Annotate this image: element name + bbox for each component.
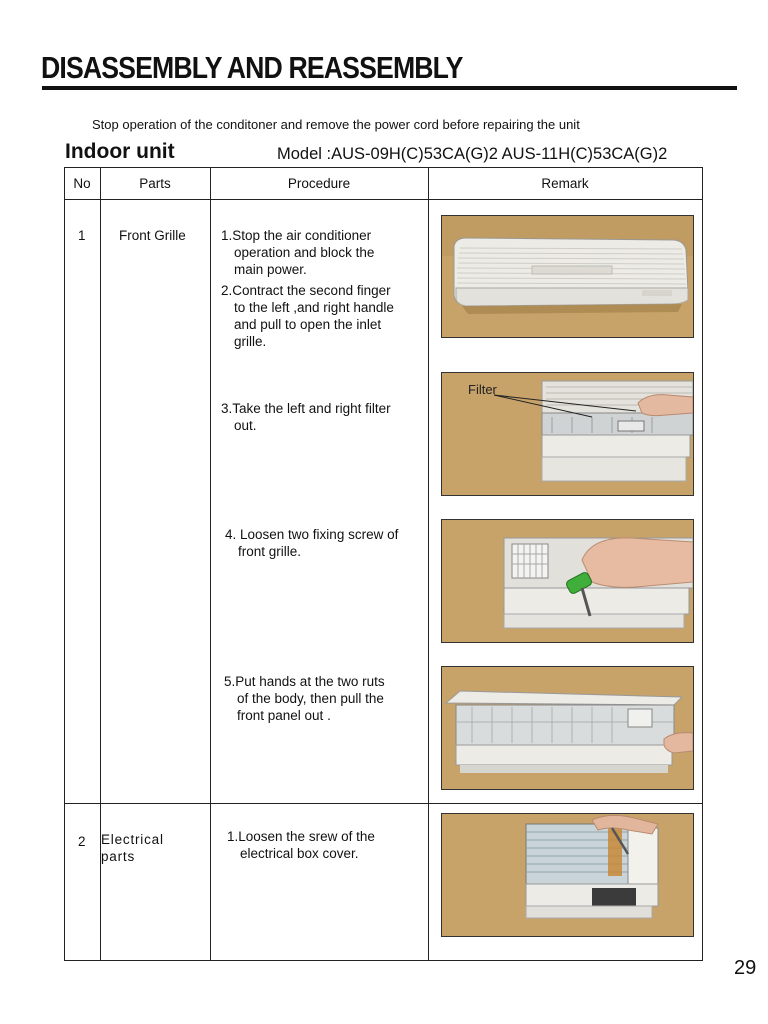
table-border-left [64, 167, 65, 961]
table-border-top [64, 167, 703, 168]
photo-filter-removal [441, 372, 694, 496]
photo-electrical-box [441, 813, 694, 937]
filter-callout-label: Filter [468, 382, 497, 397]
filter-removal-illustration [442, 373, 693, 495]
page-number: 29 [734, 957, 757, 979]
procedure-step [221, 400, 426, 434]
step-text: grille. [234, 334, 267, 349]
step-text: 4. Loosen two fixing screw of [225, 527, 399, 542]
column-header-procedure: Procedure [287, 176, 351, 191]
part-name: Front Grille [119, 228, 186, 243]
step-text: electrical box cover. [240, 846, 359, 861]
model-number: Model :AUS-09H(C)53CA(G)2 AUS-11H(C)53CA(G)2 [277, 145, 668, 163]
screwdriver-grille-illustration [442, 520, 693, 642]
air-conditioner-closed-illustration [442, 216, 693, 337]
step-text: 3.Take the left and right filter [221, 401, 391, 416]
column-header-parts: Parts [139, 176, 171, 191]
photo-pull-front-panel [441, 666, 694, 790]
row-number: 2 [78, 834, 86, 849]
column-header-remark: Remark [541, 176, 589, 191]
procedure-step [221, 227, 426, 278]
photo-loosen-screw [441, 519, 694, 643]
step-text: 5.Put hands at the two ruts [224, 674, 385, 689]
step-text: and pull to open the inlet [234, 317, 382, 332]
page-title: DISASSEMBLY AND REASSEMBLY [41, 50, 463, 85]
part-name-line: Electrical [101, 832, 164, 847]
photo-closed-unit [441, 215, 694, 338]
part-name-line: parts [101, 849, 136, 864]
column-header-no: No [73, 176, 91, 191]
step-text: out. [234, 418, 257, 433]
row-number: 1 [78, 228, 86, 243]
table-header-divider [64, 199, 703, 200]
front-panel-removal-illustration [442, 667, 693, 789]
step-text: operation and block the [234, 245, 375, 260]
step-text: of the body, then pull the [237, 691, 384, 706]
section-heading: Indoor unit [65, 140, 175, 163]
procedure-step [221, 282, 426, 350]
step-text: front grille. [238, 544, 302, 559]
column-divider-procedure [428, 167, 429, 961]
procedure-step [224, 673, 426, 724]
part-name [101, 831, 164, 865]
step-text: to the left ,and right handle [234, 300, 394, 315]
table-border-right [702, 167, 703, 961]
step-text: front panel out . [237, 708, 331, 723]
electrical-box-illustration [442, 814, 693, 936]
step-text: 1.Stop the air conditioner [221, 228, 372, 243]
step-text: 1.Loosen the srew of the [227, 829, 375, 844]
step-text: 2.Contract the second finger [221, 283, 391, 298]
table-border-bottom [64, 960, 703, 961]
safety-notice: Stop operation of the conditoner and remove the power cord before repairing the unit [92, 117, 580, 132]
procedure-step [225, 526, 427, 560]
column-divider-parts [210, 167, 211, 961]
title-rule [42, 86, 737, 90]
table-row-divider [64, 803, 703, 804]
step-text: main power. [234, 262, 307, 277]
procedure-step [227, 828, 426, 862]
